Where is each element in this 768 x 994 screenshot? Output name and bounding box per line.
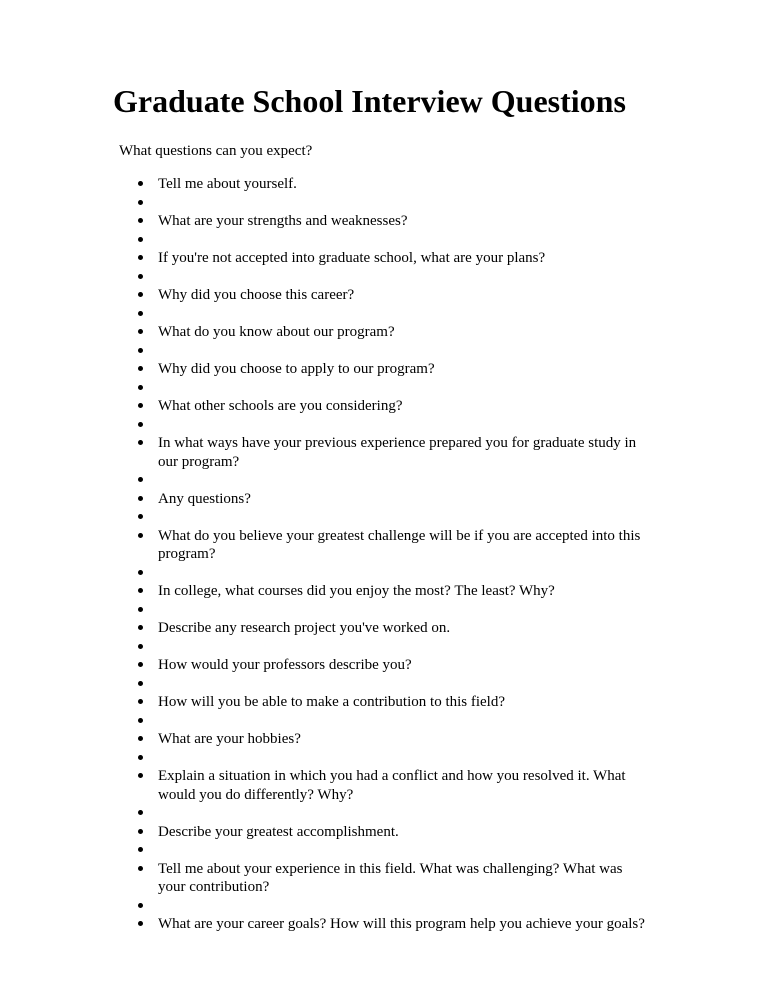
bullet-icon [138,329,143,334]
bullet-icon [138,570,143,575]
bullet-icon [138,348,143,353]
bullet-icon [138,403,143,408]
question-item [0,397,653,416]
empty-list-item [0,564,653,583]
bullet-icon [138,496,143,501]
question-item [0,767,653,804]
question-item [0,582,653,601]
bullet-icon [138,903,143,908]
question-text: Why did you choose this career? [158,287,355,303]
bullet-icon [138,385,143,390]
empty-list-item [0,194,653,213]
bullet-icon [138,255,143,260]
question-item [0,619,653,638]
question-item [0,286,653,305]
question-item [0,693,653,712]
question-text: Describe your greatest accomplishment. [158,823,399,840]
bullet-icon [138,218,143,223]
bullet-icon [138,662,143,667]
empty-list-item [0,342,653,361]
question-item [0,249,653,268]
bullet-icon [138,773,143,778]
question-text: What do you know about our program? [158,324,395,340]
question-text: How would your professors describe you? [158,657,412,673]
question-text: What do you believe your greatest challenge will be if you are accepted into this program? [158,527,641,562]
bullet-icon [138,644,143,649]
question-text: Explain a situation in which you had a conflict and how you resolved it. What would you do differently? Why? [158,768,626,803]
question-item [0,434,653,471]
empty-list-item [0,749,653,768]
question-text: If you're not accepted into graduate school, what are your plans? [158,250,546,266]
bullet-icon [138,755,143,760]
question-text: What other schools are you considering? [158,398,403,414]
empty-list-item [0,601,653,620]
question-item [0,323,653,342]
question-item [0,490,653,509]
bullet-icon [138,866,143,871]
empty-list-item [0,804,653,823]
question-item [0,175,653,194]
question-item [0,823,653,842]
bullet-icon [138,588,143,593]
question-text: Describe any research project you've worked on. [158,620,451,636]
bullet-icon [138,366,143,371]
bullet-icon [138,810,143,815]
empty-list-item [0,841,653,860]
question-item [0,212,653,231]
bullet-icon [138,829,143,834]
bullet-icon [138,237,143,242]
empty-list-item [0,305,653,324]
question-text: How will you be able to make a contribution to this field? [158,694,506,710]
question-text: In what ways have your previous experience prepared you for graduate study in our program? [158,435,637,470]
bullet-icon [138,440,143,445]
bullet-icon [138,311,143,316]
question-text: What are your career goals? How will this program help you achieve your goals? [158,916,645,932]
question-item [0,730,653,749]
bullet-icon [138,736,143,741]
question-text: In college, what courses did you enjoy the most? The least? Why? [158,583,555,599]
question-text: Tell me about your experience in this field. What was challenging? What was your contribution? [158,860,623,895]
bullet-icon [138,181,143,186]
question-item [0,360,653,379]
empty-list-item [0,416,653,435]
bullet-icon [138,422,143,427]
bullet-icon [138,699,143,704]
empty-list-item [0,712,653,731]
bullet-icon [138,514,143,519]
page-title: Graduate School Interview Questions [113,83,626,119]
question-text: Any questions? [158,490,251,507]
bullet-icon [138,533,143,538]
question-item [0,860,653,897]
empty-list-item [0,471,653,490]
bullet-icon [138,607,143,612]
bullet-icon [138,625,143,630]
bullet-icon [138,847,143,852]
empty-list-item [0,508,653,527]
bullet-icon [138,718,143,723]
question-text: Tell me about yourself. [158,176,297,192]
question-item [0,915,653,934]
empty-list-item [0,379,653,398]
bullet-icon [138,292,143,297]
empty-list-item [0,638,653,657]
question-item [0,656,653,675]
empty-list-item [0,231,653,250]
question-list [0,175,768,934]
bullet-icon [138,274,143,279]
empty-list-item [0,268,653,287]
empty-list-item [0,897,653,916]
question-text: What are your hobbies? [158,731,301,747]
bullet-icon [138,921,143,926]
empty-list-item [0,675,653,694]
question-text: Why did you choose to apply to our program? [158,361,435,377]
bullet-icon [138,477,143,482]
question-text: What are your strengths and weaknesses? [158,213,408,229]
intro-text: What questions can you expect? [119,143,313,159]
question-item [0,527,653,564]
bullet-icon [138,200,143,205]
bullet-icon [138,681,143,686]
